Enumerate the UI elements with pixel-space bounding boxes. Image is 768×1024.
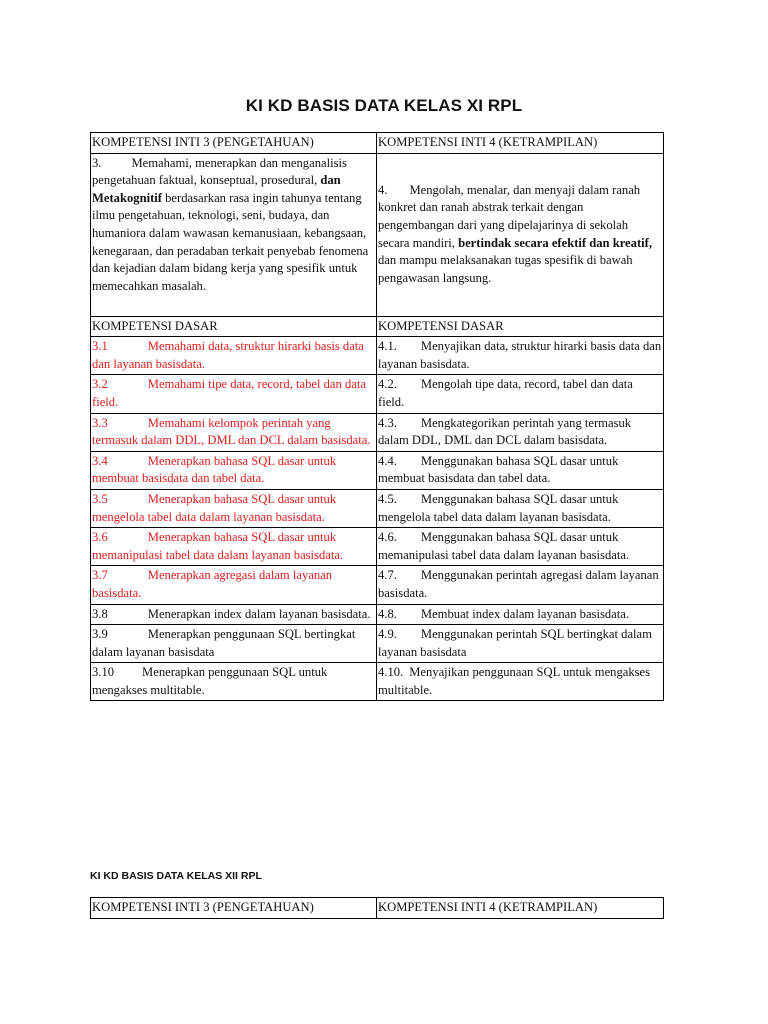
- ki3-number: 3.: [92, 155, 102, 170]
- table-header-row: [91, 133, 664, 154]
- kd-text: Menerapkan agregasi dalam layanan basisdata.: [92, 568, 333, 600]
- kd-left-cell: [91, 528, 377, 566]
- ki3-cell: [91, 153, 377, 316]
- kd-row: [91, 528, 664, 566]
- kd-text: Menggunakan bahasa SQL dasar untuk memanipulasi tabel data dalam layanan basisdata.: [378, 530, 630, 562]
- kd-rows: [91, 337, 664, 701]
- kd-header-right: KOMPETENSI DASAR: [377, 316, 664, 337]
- kd-text: Membuat index dalam layanan basisdata.: [420, 606, 629, 621]
- kd-right-cell: [377, 625, 664, 663]
- kd-number: 3.5: [92, 491, 108, 506]
- kd-left-cell: [91, 337, 377, 375]
- kd-number: 3.6: [92, 530, 108, 545]
- kd-row: [91, 375, 664, 413]
- kd-right-cell: [377, 375, 664, 413]
- kd-number: 3.8: [92, 606, 108, 621]
- kd-text: Menerapkan bahasa SQL dasar untuk memanipulasi tabel data dalam layanan basisdata.: [92, 530, 344, 562]
- kd-text: Memahami kelompok perintah yang termasuk dalam DDL, DML dan DCL dalam basisdata.: [92, 415, 371, 448]
- kd-number: 3.4: [92, 453, 108, 468]
- kd-right-cell: [377, 663, 664, 701]
- ki3-text-b: berdasarkan rasa ingin tahunya tentang ilmu pengetahuan, teknologi, seni, budaya, dan humaniora dalam wawasan kemanusiaan, kebangsaan, kenegaraan, dan peradaban terkait penyebab fenomena dan kejadian dalam bidang kerja yang spesifik untuk memecahkan masalah.: [92, 190, 369, 293]
- kd-header-left: KOMPETENSI DASAR: [91, 316, 377, 337]
- ki4-text-a: Mengolah, menalar, dan menyaji dalam ranah konkret dan ranah abstrak terkait dengan pengembangan dari yang dipelajarinya di sekolah secara mandiri,: [378, 182, 641, 250]
- ki-kd-table-xii: [90, 897, 664, 919]
- kd-text: Menerapkan penggunaan SQL bertingkat dalam layanan basisdata: [92, 627, 356, 659]
- kd-right-cell: [377, 489, 664, 527]
- page-title: KI KD BASIS DATA KELAS XI RPL: [245, 96, 523, 115]
- kd-number: 4.2.: [378, 377, 397, 392]
- kd-row: [91, 337, 664, 375]
- kd-row: [91, 451, 664, 489]
- kd-number: 4.4.: [378, 453, 397, 468]
- kd-text: Menggunakan perintah agregasi dalam layanan basisdata.: [378, 568, 659, 600]
- kd-number: 4.7.: [378, 568, 397, 583]
- kd-text: Menyajikan penggunaan SQL untuk mengakses multitable.: [378, 665, 651, 697]
- kd-left-cell: [91, 604, 377, 625]
- kd-left-cell: [91, 663, 377, 701]
- kd-row: [91, 566, 664, 604]
- kd-text: Mengkategorikan perintah yang termasuk dalam DDL, DML dan DCL dalam basisdata.: [378, 415, 632, 448]
- kd-text: Mengolah tipe data, record, tabel dan data field.: [378, 377, 633, 409]
- ki4-bold: bertindak secara efektif dan kreatif,: [458, 235, 652, 250]
- kd-right-cell: [377, 413, 664, 451]
- header-ki4: KOMPETENSI INTI 4 (KETRAMPILAN): [377, 133, 664, 154]
- kd-number: 3.3: [92, 415, 108, 430]
- kd-number: 3.7: [92, 568, 108, 583]
- kd-row: [91, 663, 664, 701]
- kd-text: Menerapkan bahasa SQL dasar untuk mengelola tabel data dalam layanan basisdata.: [92, 491, 337, 524]
- kd-number: 3.9: [92, 627, 108, 642]
- kd-number: 4.3.: [378, 415, 397, 430]
- kd-left-cell: [91, 566, 377, 604]
- kd-number: 4.8.: [378, 606, 397, 621]
- ki4-cell: [377, 153, 664, 316]
- kd-header-row: [91, 316, 664, 337]
- kd-text: Menggunakan perintah SQL bertingkat dalam layanan basisdata: [378, 627, 652, 659]
- kd-text: Menggunakan bahasa SQL dasar untuk membuat basisdata dan tabel data.: [378, 453, 619, 486]
- kd-number: 4.5.: [378, 491, 397, 506]
- ki3-bold: dan Metakognitif: [92, 173, 341, 205]
- kd-left-cell: [91, 413, 377, 451]
- kd-row: [91, 489, 664, 527]
- kd-left-cell: [91, 625, 377, 663]
- kd-right-cell: [377, 604, 664, 625]
- kd-text: Menerapkan index dalam layanan basisdata.: [147, 606, 371, 621]
- header-ki3: KOMPETENSI INTI 3 (PENGETAHUAN): [91, 898, 377, 919]
- ki4-text-b: dan mampu melaksanakan tugas spesifik di bawah pengawasan langsung.: [378, 253, 633, 285]
- ki3-text-a: Memahami, menerapkan dan menganalisis pengetahuan faktual, konseptual, prosedural,: [92, 155, 347, 188]
- ki-row: [91, 153, 664, 316]
- kd-number: 4.10.: [378, 665, 404, 680]
- kd-text: Menggunakan bahasa SQL dasar untuk mengelola tabel data dalam layanan basisdata.: [378, 491, 619, 524]
- kd-text: Menerapkan penggunaan SQL untuk mengakses multitable.: [92, 665, 328, 697]
- ki-kd-table-xi: [90, 132, 664, 701]
- section-subtitle: KI KD BASIS DATA KELAS XII RPL: [90, 870, 262, 882]
- kd-number: 3.1: [92, 339, 108, 354]
- kd-text: Menerapkan bahasa SQL dasar untuk membuat basisdata dan tabel data.: [92, 453, 337, 486]
- kd-left-cell: [91, 489, 377, 527]
- ki4-number: 4.: [378, 182, 388, 197]
- kd-number: 4.6.: [378, 530, 397, 545]
- kd-left-cell: [91, 451, 377, 489]
- table-header-row: [91, 898, 664, 919]
- kd-row: [91, 604, 664, 625]
- kd-number: 4.1.: [378, 339, 397, 354]
- kd-text: Menyajikan data, struktur hirarki basis data dan layanan basisdata.: [378, 339, 662, 371]
- kd-row: [91, 413, 664, 451]
- kd-right-cell: [377, 337, 664, 375]
- kd-right-cell: [377, 566, 664, 604]
- kd-right-cell: [377, 528, 664, 566]
- kd-number: 4.9.: [378, 627, 397, 642]
- kd-left-cell: [91, 375, 377, 413]
- kd-right-cell: [377, 451, 664, 489]
- header-ki4: KOMPETENSI INTI 4 (KETRAMPILAN): [377, 898, 664, 919]
- kd-number: 3.2: [92, 377, 108, 392]
- kd-number: 3.10: [92, 665, 115, 680]
- header-ki3: KOMPETENSI INTI 3 (PENGETAHUAN): [91, 133, 377, 154]
- kd-text: Memahami tipe data, record, tabel dan data field.: [92, 377, 366, 409]
- kd-row: [91, 625, 664, 663]
- kd-text: Memahami data, struktur hirarki basis data dan layanan basisdata.: [92, 339, 364, 371]
